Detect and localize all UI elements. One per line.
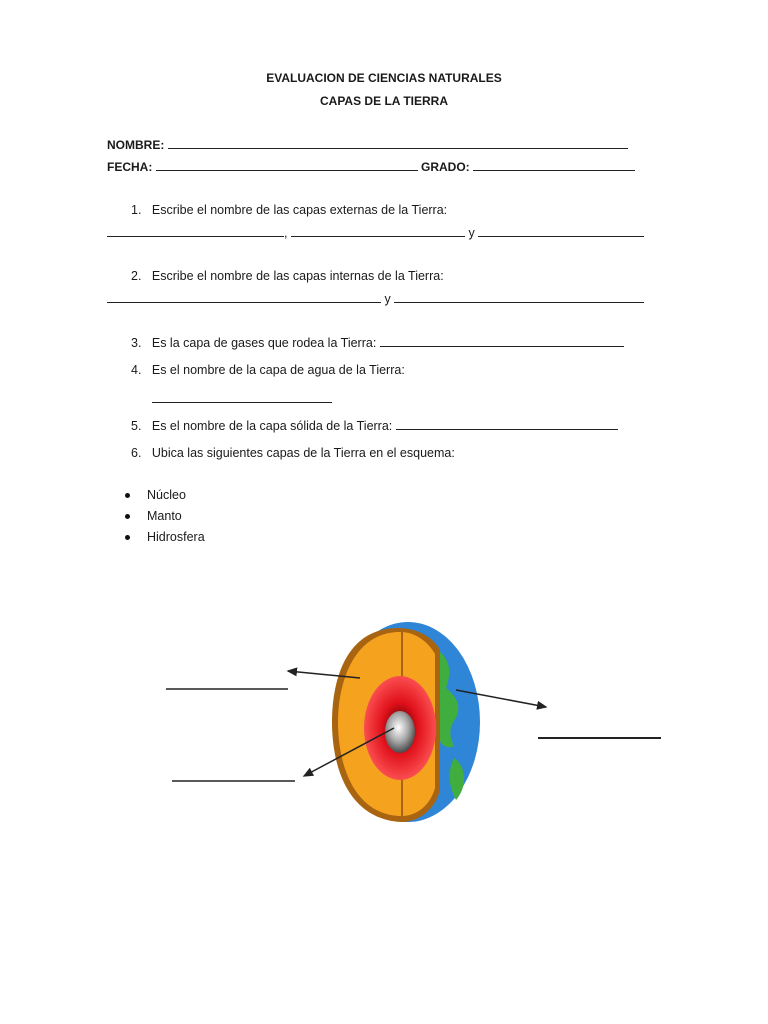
answer-line-1: [107, 225, 644, 240]
question-3: [131, 335, 624, 350]
question-number: 2.: [131, 269, 142, 283]
fecha-blank[interactable]: [156, 159, 418, 171]
answer-blank[interactable]: [396, 418, 618, 430]
question-number: 6.: [131, 446, 142, 460]
page-title: EVALUACION DE CIENCIAS NATURALES: [266, 71, 502, 85]
answer-blank[interactable]: [394, 291, 644, 303]
answer-blank[interactable]: [107, 291, 381, 303]
page-subtitle: CAPAS DE LA TIERRA: [319, 94, 448, 108]
question-4: [131, 363, 405, 377]
question-text: Ubica las siguientes capas de la Tierra en el esquema:: [151, 446, 455, 460]
question-text: Es el nombre de la capa de agua de la Tierra:: [151, 363, 405, 377]
earth-layers-diagram: [150, 610, 670, 840]
answer-blank[interactable]: [291, 225, 465, 237]
question-1: [131, 203, 447, 217]
bullet-item-hidrosfera: Hidrosfera: [147, 530, 205, 544]
question-5: [131, 418, 618, 433]
nombre-blank[interactable]: [168, 137, 628, 149]
grado-label: GRADO:: [421, 160, 470, 174]
question-6: [131, 446, 455, 460]
answer-blank[interactable]: [380, 335, 624, 347]
question-number: 4.: [131, 363, 142, 377]
answer-line-2: [107, 291, 644, 306]
inner-core: [385, 711, 415, 753]
question-number: 1.: [131, 203, 142, 217]
question-number: 3.: [131, 336, 142, 350]
earth-cross-section: [332, 628, 440, 822]
question-text: Escribe el nombre de las capas externas de la Tierra:: [151, 203, 448, 217]
question-text: Escribe el nombre de las capas internas de la Tierra:: [151, 269, 444, 283]
bullet-dot: [125, 493, 130, 498]
comma-separator: ,: [284, 226, 288, 240]
nombre-field: [107, 137, 628, 152]
fecha-field: [107, 159, 635, 174]
bullet-item-nucleo: Núcleo: [147, 488, 186, 502]
y-separator: y: [468, 226, 475, 240]
bullet-dot: [125, 535, 130, 540]
answer-line-4: [152, 391, 332, 406]
bullet-dot: [125, 514, 130, 519]
answer-blank[interactable]: [152, 391, 332, 403]
bullet-item-manto: Manto: [147, 509, 182, 523]
y-separator: y: [384, 292, 391, 306]
fecha-label: FECHA:: [107, 160, 153, 174]
question-2: [131, 269, 444, 283]
question-text: Es la capa de gases que rodea la Tierra:: [151, 336, 377, 350]
question-text: Es el nombre de la capa sólida de la Tierra:: [151, 419, 393, 433]
answer-blank[interactable]: [107, 225, 284, 237]
question-number: 5.: [131, 419, 142, 433]
answer-blank[interactable]: [478, 225, 644, 237]
nombre-label: NOMBRE:: [107, 138, 165, 152]
grado-blank[interactable]: [473, 159, 635, 171]
